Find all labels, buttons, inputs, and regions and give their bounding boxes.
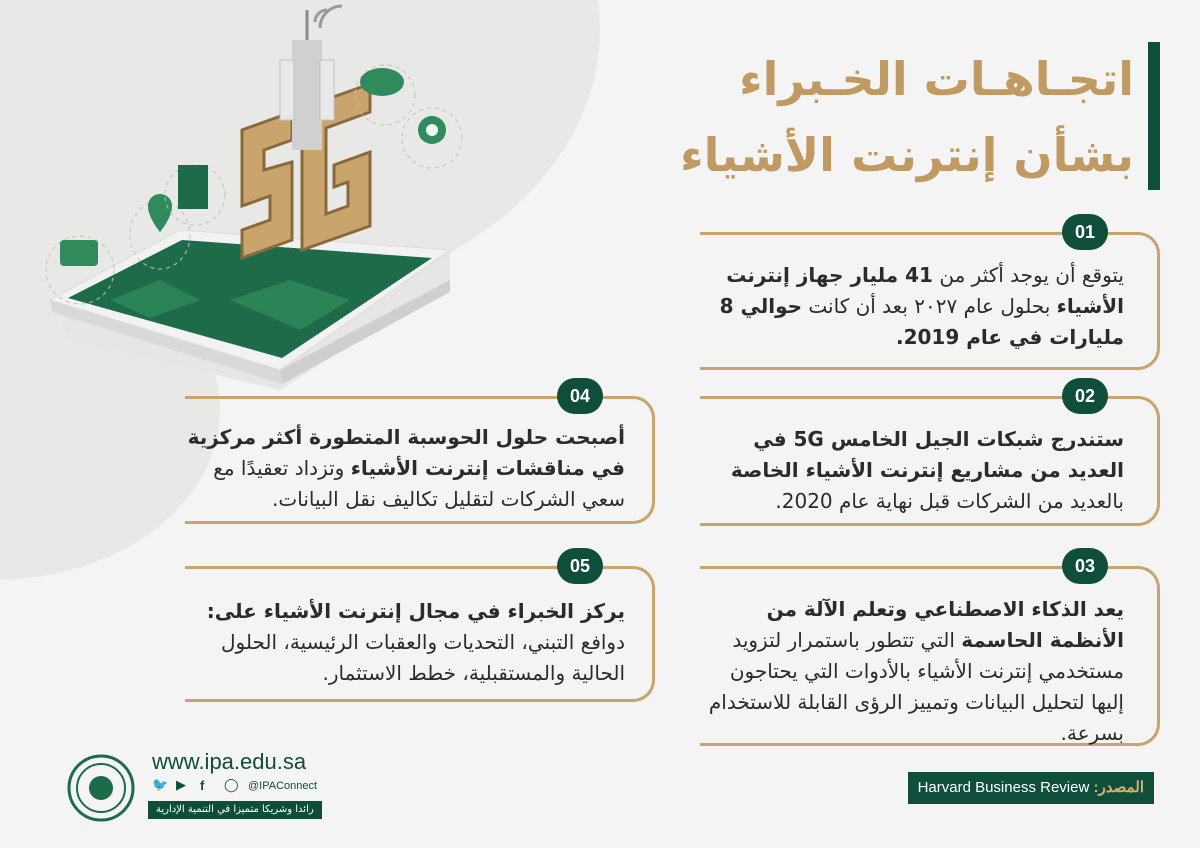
card-text-02: ستندرج شبكات الجيل الخامس 5G في العديد من مشاريع إنترنت الأشياء الخاصة بالعديد من الشركات قبل نهاية عام 2020. [730, 427, 1124, 513]
card-text-04: أصبحت حلول الحوسبة المتطورة أكثر مركزية في مناقشات إنترنت الأشياء وتزداد تعقيدًا مع سعي الشركات لتقليل تكاليف نقل البيانات. [187, 425, 625, 511]
social-handle[interactable]: @IPAConnect [248, 780, 318, 792]
facebook-icon[interactable]: f [200, 778, 205, 793]
source-label: المصدر: [1093, 779, 1144, 796]
card-02 [700, 386, 1160, 526]
card-number-01: 01 [1062, 214, 1108, 250]
youtube-icon[interactable]: ▶ [176, 778, 186, 793]
card-03 [700, 556, 1160, 746]
card-number-04: 04 [557, 378, 603, 414]
card-text-03: يعد الذكاء الاصطناعي وتعلم الآلة من الأنظمة الحاسمة التي تتطور باستمرار لتزويد مستخدمي إنترنت الأشياء بالأدوات التي يحتاجون إليها لتحليل البيانات وتمييز الرؤى القابلة للاستخدام بسرعة. [708, 597, 1124, 745]
card-text-05: يركز الخبراء في مجال إنترنت الأشياء على: دوافع التبني، التحديات والعقبات الرئيسية، الحلول الحالية والمستقبلية، خطط الاستثمار. [206, 599, 625, 685]
page-title-line1: اتجـاهـات الخـبراء [739, 52, 1134, 106]
card-number-05: 05 [557, 548, 603, 584]
tagline: رائدا وشريكا متميزا في التنمية الإدارية [148, 801, 322, 819]
card-05 [185, 556, 655, 702]
twitter-icon[interactable]: 🐦 [152, 778, 169, 793]
instagram-icon[interactable]: ◯ [224, 778, 239, 793]
card-01 [700, 222, 1160, 370]
ipa-logo [66, 753, 136, 823]
card-number-03: 03 [1062, 548, 1108, 584]
card-04 [185, 386, 655, 524]
page-title-line2: بشأن إنترنت الأشياء [680, 128, 1134, 182]
card-number-02: 02 [1062, 378, 1108, 414]
5g-illustration [30, 0, 500, 420]
source-badge [908, 772, 1154, 804]
title-accent-bar [1148, 42, 1160, 190]
source-value: Harvard Business Review [917, 779, 1090, 796]
social-links [152, 779, 317, 793]
website-link[interactable]: www.ipa.edu.sa [152, 749, 307, 774]
card-text-01: يتوقع أن يوجد أكثر من 41 مليار جهاز إنترنت الأشياء بحلول عام ٢٠٢٧ بعد أن كانت حوالي 8 مليارات في عام 2019. [719, 263, 1124, 349]
